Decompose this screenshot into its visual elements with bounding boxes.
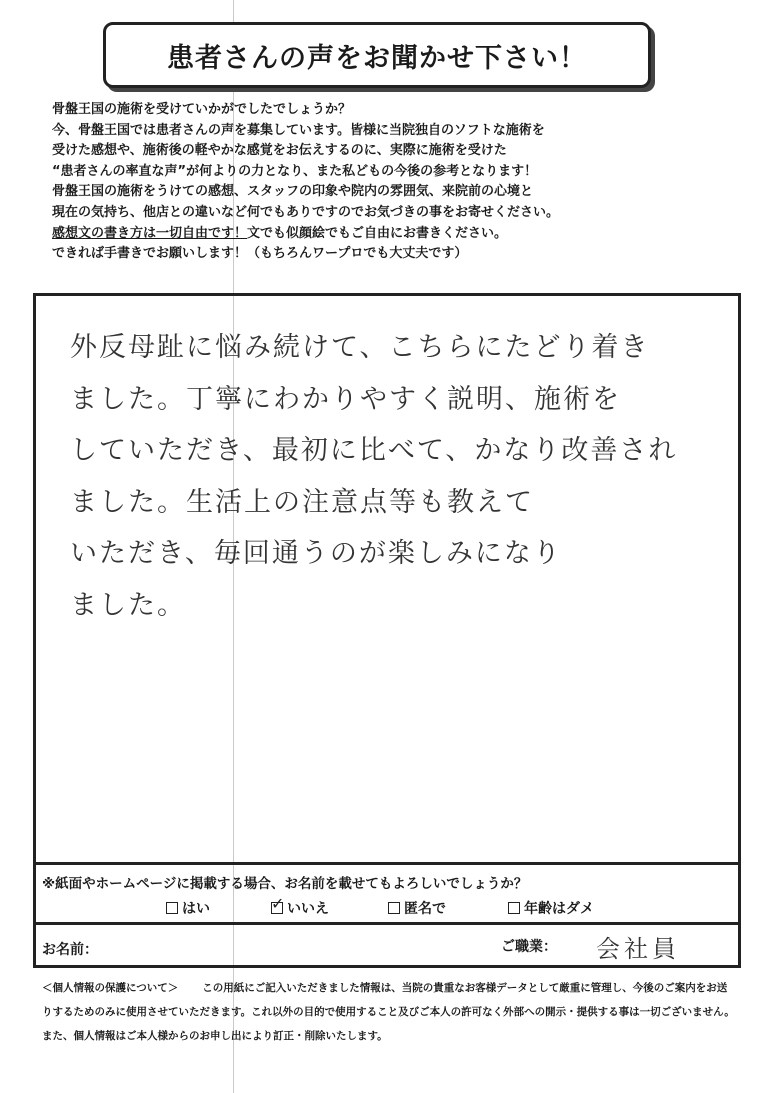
- option-no-label: いいえ: [287, 901, 329, 917]
- intro-line: “患者さんの率直な声”が何よりの力となり、また私どもの今後の参考となります！: [52, 163, 538, 179]
- page-title: [103, 22, 651, 88]
- option-no-age[interactable]: [508, 898, 594, 918]
- option-yes-label: はい: [182, 901, 210, 917]
- name-job-section: [36, 922, 738, 968]
- consent-section: [36, 862, 738, 922]
- job-value: 会社員: [596, 935, 680, 963]
- option-anonymous[interactable]: [388, 898, 446, 918]
- intro-emphasis: 感想文の書き方は一切自由です！: [52, 225, 248, 241]
- voice-line: していただき、最初に比べて、かなり改善され: [70, 435, 678, 466]
- intro-line: 骨盤王国の施術を受けていかがでしたでしょうか？: [52, 102, 352, 117]
- check-mark-icon: ✓: [271, 894, 285, 913]
- option-anonymous-label: 匿名で: [404, 901, 446, 917]
- intro-line-rest: 文でも似顔絵でもご自由にお書きください。: [247, 225, 508, 241]
- intro-line: できれば手書きでお願いします！（もちろんワープロでも大丈夫です）: [52, 246, 468, 262]
- consent-question: ※紙面やホームページに掲載する場合、お名前を載せてもよろしいでしょうか？: [42, 876, 528, 892]
- voice-line: いただき、毎回通うのが楽しみになり: [70, 538, 562, 569]
- option-yes[interactable]: [166, 898, 210, 918]
- page-title-text: 患者さんの声をお聞かせ下さい！: [167, 42, 587, 74]
- intro-line: 現在の気持ち、他店との違いなど何でもありですのでお気づきの事をお寄せください。: [52, 204, 560, 220]
- checkbox-yes[interactable]: [166, 902, 178, 914]
- privacy-line: りするためのみに使用させていただきます。これ以外の目的で使用すること及びご本人の許可なく外部への開示・提供する事は一切ございません。: [42, 1006, 735, 1018]
- checkbox-anonymous[interactable]: [388, 902, 400, 914]
- checkbox-no-age[interactable]: [508, 902, 520, 914]
- intro-line: 今、骨盤王国では患者さんの声を募集しています。皆様に当院独自のソフトな施術を: [52, 122, 545, 138]
- option-no-age-label: 年齢はダメ: [524, 901, 594, 917]
- option-no[interactable]: [271, 894, 329, 918]
- intro-line: 受けた感想や、施術後の軽やかな感覚をお伝えするのに、実際に施術を受けた: [52, 143, 507, 159]
- voice-line: 外反母趾に悩み続けて、こちらにたどり着き: [70, 332, 650, 363]
- privacy-heading: ＜個人情報の保護について＞: [42, 982, 179, 994]
- voice-line: ました。丁寧にわかりやすく説明、施術を: [70, 383, 621, 415]
- patient-voice-text: [70, 322, 720, 631]
- intro-line: [52, 224, 732, 245]
- checkbox-no[interactable]: [271, 894, 285, 914]
- job-label: ご職業：: [501, 939, 557, 955]
- intro-text: [52, 100, 732, 265]
- voice-line: ました。生活上の注意点等も教えて: [70, 486, 534, 518]
- privacy-line: また、個人情報はご本人様からのお申し出により訂正・削除いたします。: [42, 1030, 388, 1042]
- privacy-line: [42, 976, 742, 1000]
- privacy-notice: [42, 976, 742, 1048]
- voice-line: ました。: [70, 589, 186, 621]
- intro-line: 骨盤王国の施術をうけての感想、スタッフの印象や院内の雰囲気、来院前の心境と: [52, 184, 534, 200]
- name-label: お名前：: [42, 942, 98, 958]
- privacy-text: この用紙にご記入いただきました情報は、当院の貴重なお客様データとして厳重に管理し、今後のご案内をお送: [202, 982, 728, 994]
